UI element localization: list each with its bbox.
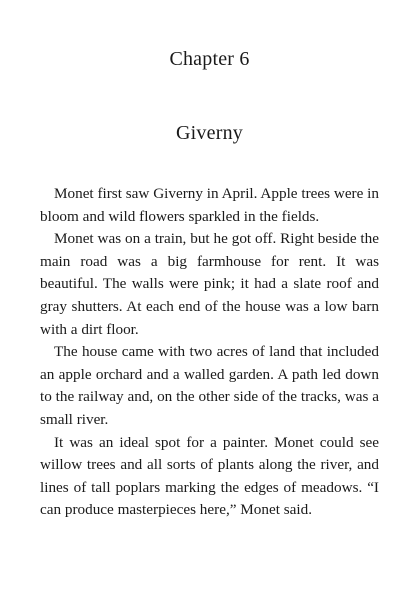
chapter-body	[40, 183, 379, 522]
paragraph: Monet first saw Giverny in April. Apple trees were in bloom and wild flowers sparkled in the fields.	[40, 185, 379, 225]
chapter-title: Giverny	[176, 122, 243, 144]
chapter-number: Chapter 6	[169, 48, 250, 70]
paragraph: Monet was on a train, but he got off. Right beside the main road was a big farmhouse for rent. It was beautiful. The walls were pink; it had a slate roof and gray shutters. At each end of the house was a low barn with a dirt floor.	[40, 230, 379, 338]
paragraph: It was an ideal spot for a painter. Monet could see willow trees and all sorts of plants along the river, and lines of tall poplars marking the edges of meadows. “I can produce masterpieces here,” Monet said.	[40, 433, 379, 519]
paragraph: The house came with two acres of land that included an apple orchard and a walled garden. A path led down to the railway and, on the other side of the tracks, was a small river.	[40, 343, 379, 428]
